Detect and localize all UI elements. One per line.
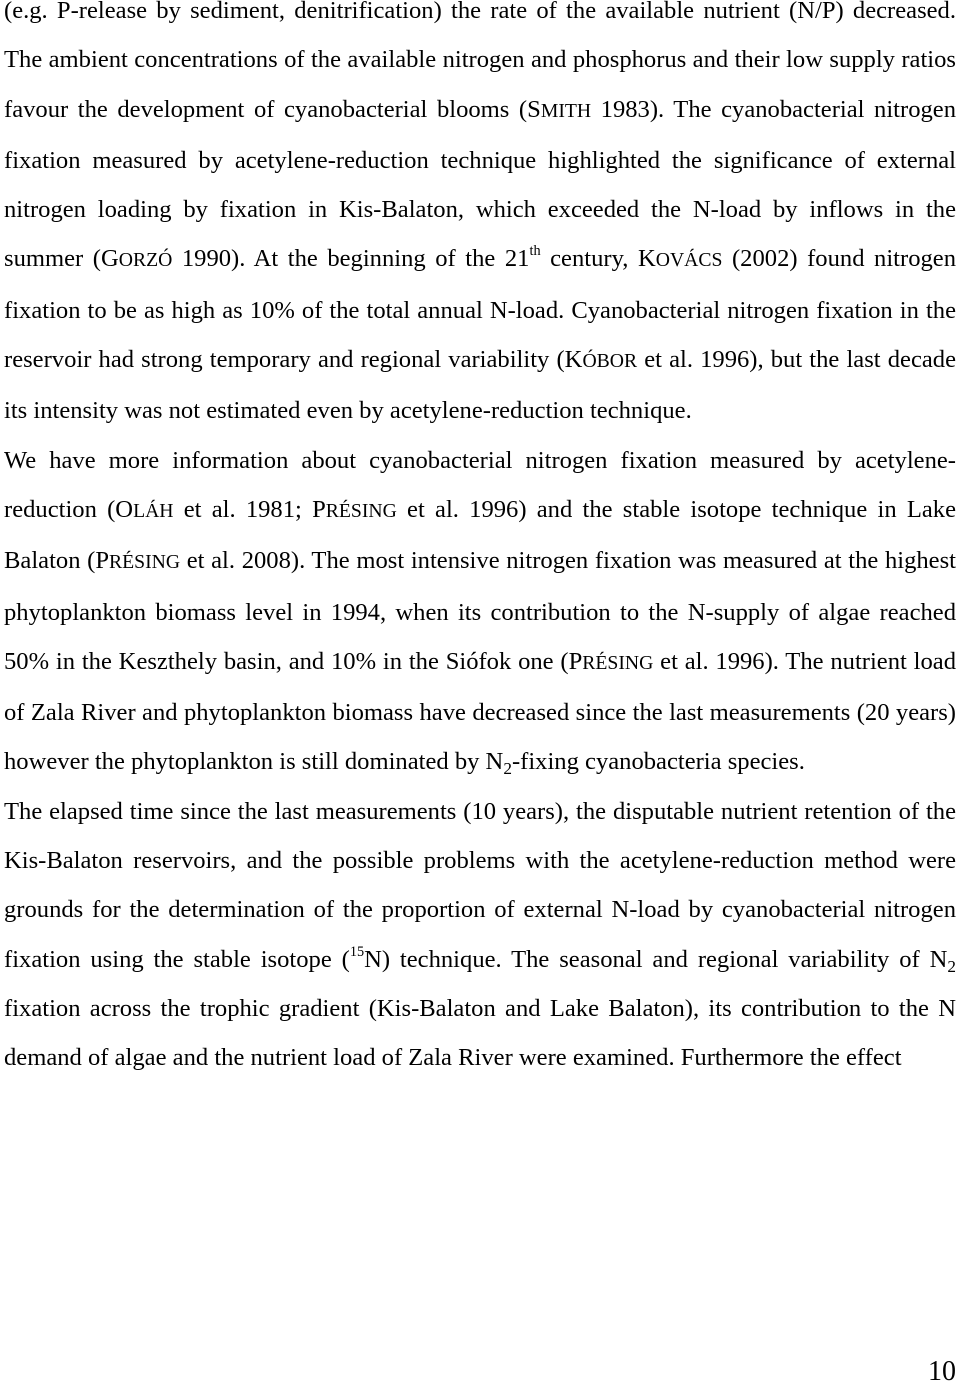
text-run: S	[527, 95, 541, 123]
author-name-smallcaps: LÁH	[133, 499, 174, 522]
text-run: (2002) found nitrogen fixation to be as high as 10% of the total annual N-load. Cyanobacterial nitrogen fixation in the reservoir had strong temporary and regional variability (	[4, 245, 956, 374]
subscript: 2	[947, 956, 956, 976]
author-name-smallcaps: RÉSING	[109, 551, 181, 574]
text-run: fixation across the trophic gradient (Kis-Balaton and Lake Balaton), its contribution to the N demand of algae and the nutrient load of Zala River were examined. Furthermore the effect	[4, 994, 956, 1072]
text-run: (e.g. P-release by sediment, denitrification) the rate of the available nutrient (N/P) decreased. The ambient concentrations of the available nitrogen and phosphorus and their low supply ratios favour the development of cyanobacterial blooms (	[4, 0, 956, 123]
document-body	[4, 0, 956, 1083]
text-run: et al. 1981;	[173, 495, 313, 523]
paragraph-2	[4, 436, 956, 787]
author-name-smallcaps: MITH	[540, 99, 592, 122]
text-run: et al. 1996) and the stable isotope technique in Lake Balaton (	[4, 495, 956, 575]
text-run: The elapsed time since the last measurements (10 years), the disputable nutrient retention of the Kis-Balaton reservoirs, and the possible problems with the acetylene-reduction method were grounds for the determination of the proportion of external N-load by cyanobacterial nitrogen fixation using the stable isotope (	[4, 797, 956, 973]
text-run: We have more information about cyanobacterial nitrogen fixation measured by acetylene-reduction (	[4, 446, 956, 523]
text-run: N) technique. The seasonal and regional variability of N	[364, 945, 948, 973]
superscript: th	[529, 243, 541, 260]
text-run: P	[568, 647, 583, 675]
text-run: et al. 1996). The nutrient load of Zala River and phytoplankton biomass have decreased since the last measurements (20 years) however the phytoplankton is still dominated by N	[4, 647, 956, 776]
author-name-smallcaps: ÓBOR	[582, 350, 638, 373]
author-name-smallcaps: OVÁCS	[655, 249, 723, 272]
text-run: K	[637, 245, 656, 273]
paragraph-1	[4, 0, 956, 436]
paragraph-3	[4, 787, 956, 1083]
text-run: P	[95, 547, 110, 575]
text-run: et al. 1996), but the last decade its intensity was not estimated even by acetylene-reduction technique.	[4, 346, 956, 425]
page-number: 10	[928, 1356, 956, 1387]
text-run: 1990). At the beginning of the 21	[172, 245, 530, 273]
text-run: 1983). The cyanobacterial nitrogen fixation measured by acetylene-reduction technique highlighted the significance of external nitrogen loading by fixation in Kis-Balaton, which exceeded the N-load by inflows in the summer (	[4, 95, 957, 273]
text-run: G	[100, 245, 119, 273]
author-name-smallcaps: RÉSING	[582, 651, 654, 674]
text-run: P	[312, 495, 326, 523]
text-run: century,	[540, 245, 638, 273]
text-run: O	[115, 495, 134, 523]
text-run: -fixing cyanobacteria species.	[511, 748, 805, 776]
author-name-smallcaps: RÉSING	[325, 499, 397, 522]
author-name-smallcaps: ORZÓ	[118, 249, 173, 272]
text-run: et al. 2008). The most intensive nitrogen fixation was measured at the highest phytoplankton biomass level in 1994, when its contribution to the N-supply of algae reached 50% in the Keszthely basin, and 10% in the Siófok one (	[4, 547, 956, 675]
superscript: 15	[349, 943, 365, 960]
text-run: K	[564, 346, 583, 374]
subscript: 2	[503, 759, 512, 779]
